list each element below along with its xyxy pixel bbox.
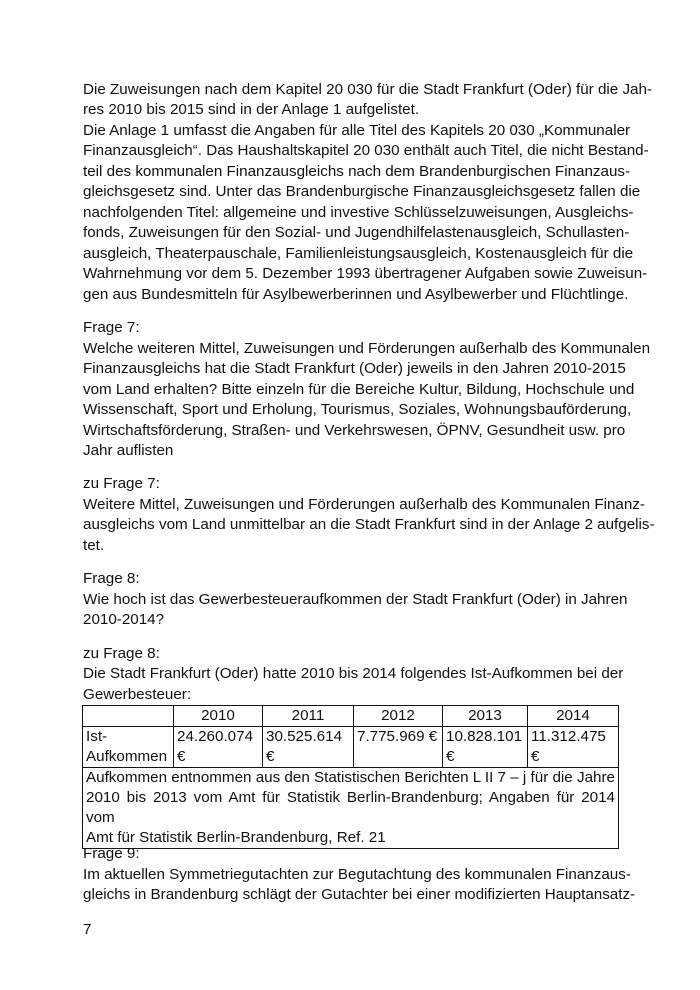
text-line: vom Land erhalten? Bitte einzeln für die Bereiche Kultur, Bildung, Hochschule und [83,381,635,398]
table-header-year: 2014 [528,706,619,727]
table-row [83,727,619,768]
text-line: gen aus Bundesmitteln für Asylbewerberinnen und Asylbewerber und Flüchtlinge. [83,286,629,303]
text-line: Wissenschaft, Sport und Erholung, Tourismus, Soziales, Wohnungsbauförderung, [83,401,632,418]
text-line: gleichsgesetz sind. Unter das Brandenburgische Finanzausgleichsgesetz fallen die [83,183,641,200]
answer-heading: zu Frage 8: [83,645,160,662]
text-line: fonds, Zuweisungen für den Sozial- und Jugendhilfelastenausgleich, Schullasten- [83,224,630,241]
table-cell: 10.828.101 € [443,727,528,768]
text-line: Im aktuellen Symmetriegutachten zur Begutachtung des kommunalen Finanzaus- [83,866,631,883]
text-line: Welche weiteren Mittel, Zuweisungen und Förderungen außerhalb des Kommunalen [83,340,651,357]
text-line: Finanzausgleichs hat die Stadt Frankfurt (Oder) jeweils in den Jahren 2010-2015 [83,360,626,377]
text-line: tet. [83,537,105,554]
text-line: Die Anlage 1 umfasst die Angaben für alle Titel des Kapitels 20 030 „Kommunaler [83,122,631,139]
trade-tax-table [82,705,619,849]
text-line: Die Zuweisungen nach dem Kapitel 20 030 für die Stadt Frankfurt (Oder) für die Jah- [83,81,652,98]
table-footnote: Aufkommen entnommen aus den Statistischen Berichten L II 7 – j für die Jahre 2010 bis 2013 vom Amt für Statistik Berlin-Brandenburg; Angaben für 2014 vom Amt für Statistik Berlin-Brandenburg, Ref. 21 [83,768,619,849]
text-line: Gewerbesteuer: [83,686,192,703]
row-label: Ist- Aufkommen [83,727,174,768]
table-header-empty [83,706,174,727]
table-header-year: 2010 [174,706,263,727]
text-line: Die Stadt Frankfurt (Oder) hatte 2010 bis 2014 folgendes Ist-Aufkommen bei der [83,665,624,682]
table-header-year: 2012 [354,706,443,727]
text-line: Weitere Mittel, Zuweisungen und Förderungen außerhalb des Kommunalen Finanz- [83,496,645,513]
table-cell: 7.775.969 € [354,727,443,768]
answer-heading: zu Frage 7: [83,475,160,492]
text-line: 2010-2014? [83,611,165,628]
text-line: ausgleichs vom Land unmittelbar an die Stadt Frankfurt sind in der Anlage 2 aufgelis- [83,516,655,533]
table-header-row [83,706,619,727]
table-cell: 30.525.614 € [263,727,354,768]
text-line: nachfolgenden Titel: allgemeine und investive Schlüsselzuweisungen, Ausgleichs- [83,204,634,221]
page-number: 7 [83,921,92,938]
table-cell: 24.260.074 € [174,727,263,768]
text-line: teil des kommunalen Finanzausgleichs nach dem Brandenburgischen Finanzaus- [83,163,631,180]
text-line: Finanzausgleich“. Das Haushaltskapitel 20 030 enthält auch Titel, die nicht Bestand- [83,142,649,159]
text-line: gleichs in Brandenburg schlägt der Gutachter bei einer modifizierten Hauptansatz- [83,886,636,903]
question-heading: Frage 8: [83,570,140,587]
table-header-year: 2011 [263,706,354,727]
text-line: Wirtschaftsförderung, Straßen- und Verkehrswesen, ÖPNV, Gesundheit usw. pro [83,422,626,439]
table-footnote-row [83,768,619,849]
text-line: ausgleich, Theaterpauschale, Familienleistungsausgleich, Kostenausgleich für die [83,245,634,262]
text-line: res 2010 bis 2015 sind in der Anlage 1 aufgelistet. [83,101,420,118]
text-line: Wahrnehmung vor dem 5. Dezember 1993 übertragener Aufgaben sowie Zuweisun- [83,265,648,282]
table-cell: 11.312.475 € [528,727,619,768]
text-line: Wie hoch ist das Gewerbesteueraufkommen der Stadt Frankfurt (Oder) in Jahren [83,591,628,608]
question-heading: Frage 7: [83,319,140,336]
table-header-year: 2013 [443,706,528,727]
text-line: Jahr auflisten [83,442,174,459]
question-heading: Frage 9: [83,845,140,862]
